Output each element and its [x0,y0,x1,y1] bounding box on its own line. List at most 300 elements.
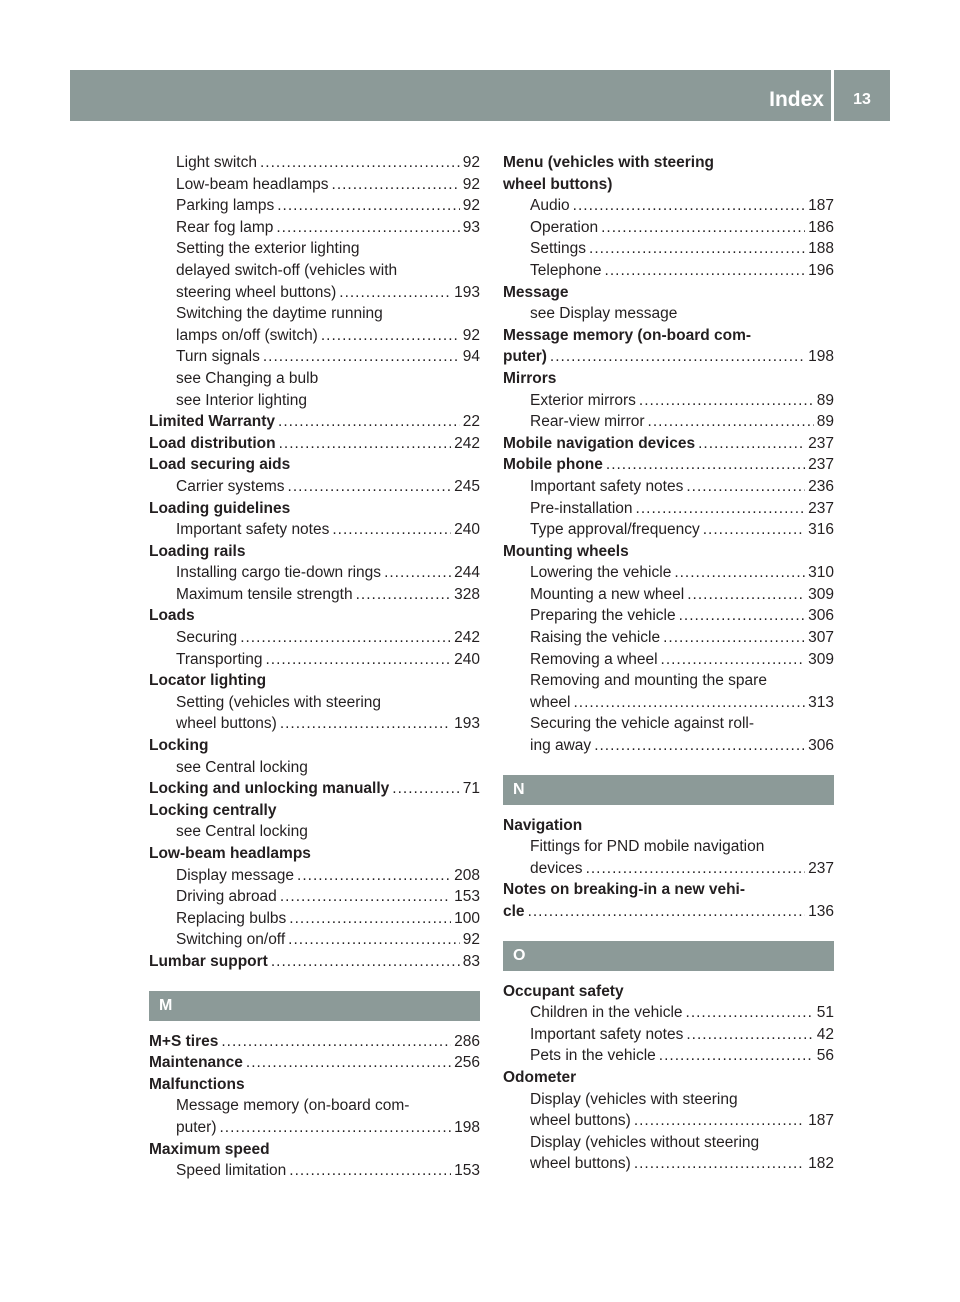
index-subentry [149,1160,480,1182]
dot-leader [594,735,805,757]
page-reference: 153 [454,1162,480,1180]
entry-text: wheel buttons) [530,1112,631,1130]
page-reference: 198 [808,348,834,366]
index-subentry [149,368,480,390]
index-line [503,260,834,282]
index-entry [503,368,834,390]
dot-leader [220,1117,452,1139]
dot-leader [297,865,451,887]
index-line [503,411,834,433]
dot-leader [687,584,805,606]
entry-text: Preparing the vehicle [530,607,676,625]
index-line [503,879,834,901]
dot-leader [659,1045,814,1067]
page-reference: 22 [462,413,480,431]
page-reference: 244 [454,564,480,582]
page-reference: 313 [808,693,834,711]
index-line [503,346,834,368]
page-reference: 100 [454,909,480,927]
page-reference: 328 [454,585,480,603]
index-subentry [149,908,480,930]
dot-leader [686,1002,814,1024]
index-line [503,368,834,390]
index-line [149,1160,480,1182]
index-line [503,981,834,1003]
dot-leader [332,174,460,196]
page-reference: 245 [454,477,480,495]
entry-text: Mobile phone [503,456,603,474]
dot-leader [278,411,460,433]
dot-leader [332,519,451,541]
index-line [149,411,480,433]
index-line [149,800,480,822]
page-reference: 240 [454,650,480,668]
page-reference: 182 [808,1155,834,1173]
index-line [503,238,834,260]
entry-text: Notes on breaking-in a new vehi- [503,881,746,899]
dot-leader [661,649,806,671]
entry-text: Transporting [176,650,263,668]
index-subentry [149,692,480,735]
entry-text: Message memory (on-board com- [176,1097,410,1115]
dot-leader [276,217,459,239]
entry-text: Rear-view mirror [530,413,645,431]
dot-leader [277,195,460,217]
index-entry [149,498,480,520]
entry-text: see Display message [530,305,678,323]
page-reference: 309 [808,650,834,668]
index-line [503,692,834,714]
entry-text: Switching on/off [176,931,286,949]
entry-text: Removing a wheel [530,650,658,668]
dot-leader [573,195,805,217]
page-reference: 153 [454,888,480,906]
index-subentry [503,411,834,433]
index-subentry [149,821,480,843]
index-line [503,1067,834,1089]
entry-text: puter) [176,1118,217,1136]
entry-text: Important safety notes [530,477,684,495]
index-line [503,1132,834,1154]
index-line [503,1110,834,1132]
index-line [149,865,480,887]
page-reference: 237 [808,434,834,452]
index-line [503,858,834,880]
dot-leader [280,886,451,908]
dot-leader [698,433,805,455]
index-subentry [149,562,480,584]
page-reference: 187 [808,1112,834,1130]
page-reference: 309 [808,585,834,603]
entry-text: Securing [176,629,238,647]
entry-text: Driving abroad [176,888,277,906]
entry-text: Telephone [530,261,602,279]
dot-leader [279,433,452,455]
index-entry [149,1139,480,1161]
index-line [503,584,834,606]
entry-text: Maximum speed [149,1140,270,1158]
index-line [503,1002,834,1024]
dot-leader [246,1052,451,1074]
index-subentry [149,627,480,649]
page-reference: 56 [816,1047,834,1065]
entry-text: Locking centrally [149,801,277,819]
index-line [149,152,480,174]
index-entry [149,541,480,563]
dot-leader [636,498,806,520]
dot-leader [550,346,805,368]
page-reference: 92 [462,326,480,344]
dot-leader [686,476,805,498]
entry-text: Mounting wheels [503,542,629,560]
index-subentry [503,670,834,713]
entry-text: Display (vehicles with steering [530,1090,738,1108]
index-entry [503,541,834,563]
index-subentry [503,627,834,649]
index-subentry [149,217,480,239]
entry-text: see Central locking [176,758,308,776]
index-subentry [503,584,834,606]
index-entry [503,454,834,476]
entry-text: Removing and mounting the spare [530,672,767,690]
index-subentry [149,195,480,217]
index-subentry [149,519,480,541]
page-reference: 136 [808,903,834,920]
entry-text: Loads [149,607,195,625]
entry-text: Lowering the vehicle [530,564,672,582]
index-line [149,605,480,627]
entry-text: Load securing aids [149,456,291,474]
index-subentry [149,649,480,671]
entry-text: Display (vehicles without steering [530,1133,760,1151]
page-reference: 51 [816,1004,834,1022]
index-line [503,1045,834,1067]
index-subentry [149,238,480,303]
index-line [149,908,480,930]
dot-leader [528,901,806,923]
entry-text: Menu (vehicles with steering [503,154,715,171]
index-subentry [149,757,480,779]
dot-leader [288,929,460,951]
index-line [503,670,834,692]
index-entry [149,735,480,757]
entry-text: Rear fog lamp [176,218,274,236]
dot-leader [263,346,460,368]
entry-text: Exterior mirrors [530,391,636,409]
entry-text: wheel buttons) [503,175,613,193]
index-entry [149,800,480,822]
entry-text: ing away [530,737,592,755]
page-number: 13 [853,91,871,108]
dot-leader [589,238,805,260]
entry-text: Setting (vehicles with steering [176,693,382,711]
entry-text: wheel buttons) [530,1155,631,1173]
index-line [149,1031,480,1053]
entry-text: Malfunctions [149,1075,245,1093]
page-reference: 198 [454,1118,480,1136]
index-entry [149,1031,480,1053]
index-line [149,282,480,304]
index-subentry [503,476,834,498]
index-line [503,627,834,649]
entry-text: wheel [530,693,571,711]
section-letter-n: N [503,775,834,805]
page-reference: 237 [808,859,834,877]
index-subentry [503,562,834,584]
index-line [503,325,834,347]
entry-text: Locking and unlocking manually [149,780,390,798]
entry-text: Navigation [503,816,583,834]
index-subentry [503,217,834,239]
page-reference: 316 [808,521,834,539]
entry-text: Locking [149,737,209,755]
index-subentry [503,1045,834,1067]
index-line [149,778,480,800]
entry-text: cle [503,903,525,920]
index-subentry [503,195,834,217]
dot-leader [574,692,806,714]
page-reference: 94 [462,348,480,366]
index-entry [503,433,834,455]
index-entry [149,433,480,455]
entry-text: Parking lamps [176,197,275,215]
page-reference: 92 [462,154,480,171]
index-subentry [503,238,834,260]
index-line [149,951,480,973]
dot-leader [260,152,460,174]
index-line [503,836,834,858]
index-line [149,195,480,217]
entry-text: see Changing a bulb [176,369,319,387]
index-subentry [149,152,480,174]
dot-leader [674,562,805,584]
page-reference: 236 [808,477,834,495]
dot-leader [648,411,814,433]
entry-text: Odometer [503,1068,577,1086]
index-subentry [503,605,834,627]
index-subentry [503,836,834,879]
entry-text: Load distribution [149,434,276,452]
index-subentry [149,476,480,498]
index-line [149,519,480,541]
entry-text: Installing cargo tie-down rings [176,564,382,582]
entry-text: Message [503,283,569,301]
index-subentry [503,1089,834,1132]
index-entry [503,879,834,922]
dot-leader [356,584,452,606]
index-line [149,260,480,282]
entry-text: Operation [530,218,599,236]
entry-text: Important safety notes [176,521,330,539]
index-line [149,541,480,563]
index-line [149,692,480,714]
index-line [503,217,834,239]
page-reference: 92 [462,931,480,949]
index-entry [503,325,834,368]
index-line [149,929,480,951]
index-line [149,843,480,865]
index-subentry [149,303,480,346]
entry-text: Display message [176,866,295,884]
index-line [149,1074,480,1096]
dot-leader [634,1153,805,1175]
dot-leader [679,605,806,627]
index-line [149,627,480,649]
index-entry [149,670,480,692]
dot-leader [606,454,805,476]
entry-text: Type approval/frequency [530,521,700,539]
index-line [149,325,480,347]
index-line [149,498,480,520]
entry-text: Mobile navigation devices [503,434,696,452]
entry-text: Maintenance [149,1054,243,1072]
index-subentry [149,584,480,606]
page-reference: 89 [816,413,834,431]
entry-text: Settings [530,240,587,258]
page-reference: 237 [808,456,834,474]
entry-text: Raising the vehicle [530,629,661,647]
index-subentry [503,390,834,412]
index-line [149,713,480,735]
index-subentry [149,929,480,951]
page-reference: 307 [808,629,834,647]
entry-text: delayed switch-off (vehicles with [176,261,398,279]
entry-text: Low-beam headlamps [176,175,329,193]
entry-text: Setting the exterior lighting [176,240,360,258]
index-line [149,562,480,584]
dot-leader [221,1031,451,1053]
page-reference: 242 [454,629,480,647]
index-line [503,433,834,455]
dot-leader [686,1024,813,1046]
page-reference: 187 [808,197,834,215]
index-entry [503,282,834,304]
dot-leader [634,1110,805,1132]
index-line [503,713,834,735]
entry-text: Occupant safety [503,982,624,1000]
page-reference: 286 [454,1032,480,1050]
index-line [503,390,834,412]
page-reference: 237 [808,499,834,517]
index-entry [149,411,480,433]
entry-text: Maximum tensile strength [176,585,353,603]
index-line [503,735,834,757]
dot-leader [288,476,452,498]
entry-text: Limited Warranty [149,413,276,431]
index-entry [149,951,480,973]
index-line [503,519,834,541]
dot-leader [384,562,451,584]
entry-text: Important safety notes [530,1025,684,1043]
index-entry [149,454,480,476]
index-line [149,584,480,606]
page-reference: 240 [454,521,480,539]
entry-text: Turn signals [176,348,260,366]
dot-leader [265,649,451,671]
entry-text: Audio [530,197,570,215]
index-subentry [149,1095,480,1138]
entry-text: Replacing bulbs [176,909,287,927]
index-subentry [503,649,834,671]
index-subentry [503,303,834,325]
index-line [149,454,480,476]
index-line [149,174,480,196]
index-subentry [503,519,834,541]
index-line [149,390,480,412]
index-line [503,476,834,498]
index-line [503,174,834,196]
index-line [149,1139,480,1161]
index-line [503,498,834,520]
dot-leader [280,713,451,735]
index-line [149,433,480,455]
index-line [503,282,834,304]
section-letter-o: O [503,941,834,971]
index-subentry [503,1132,834,1175]
entry-text: lamps on/off (switch) [176,326,318,344]
index-line [503,562,834,584]
entry-text: Speed limitation [176,1162,287,1180]
page-reference: 71 [462,780,480,798]
section-letter-m: M [149,991,480,1021]
entry-text: Fittings for PND mobile navigation [530,838,765,856]
index-entry [503,152,834,195]
index-line [503,454,834,476]
index-entry [503,1067,834,1089]
entry-text: wheel buttons) [176,715,277,733]
index-line [149,1095,480,1117]
entry-text: Switching the daytime running [176,305,383,323]
entry-text: devices [530,859,583,877]
index-line [149,217,480,239]
entry-text: Light switch [176,154,257,171]
index-subentry [149,346,480,368]
entry-text: Loading rails [149,542,246,560]
index-subentry [149,174,480,196]
index-subentry [503,1002,834,1024]
entry-text: Securing the vehicle against roll- [530,715,755,733]
page-reference: 208 [454,866,480,884]
index-line [149,649,480,671]
entry-text: Pre-installation [530,499,633,517]
index-subentry [503,713,834,756]
page-reference: 306 [808,737,834,755]
entry-text: puter) [503,348,547,366]
entry-text: Children in the vehicle [530,1004,683,1022]
index-subentry [149,390,480,412]
index-subentry [503,498,834,520]
index-column-right [503,152,834,1175]
index-line [503,1089,834,1111]
page-reference: 188 [808,240,834,258]
index-entry [149,843,480,865]
index-subentry [149,886,480,908]
entry-text: Message memory (on-board com- [503,326,752,344]
entry-text: Low-beam headlamps [149,845,311,862]
dot-leader [271,951,460,973]
index-line [503,649,834,671]
index-subentry [503,1024,834,1046]
index-line [149,368,480,390]
entry-text: Loading guidelines [149,499,291,517]
page-reference: 83 [462,952,480,970]
entry-text: Carrier systems [176,477,285,495]
page-reference: 93 [462,218,480,236]
index-entry [503,815,834,837]
index-line [503,195,834,217]
entry-text: see Interior lighting [176,391,307,409]
index-line [149,346,480,368]
